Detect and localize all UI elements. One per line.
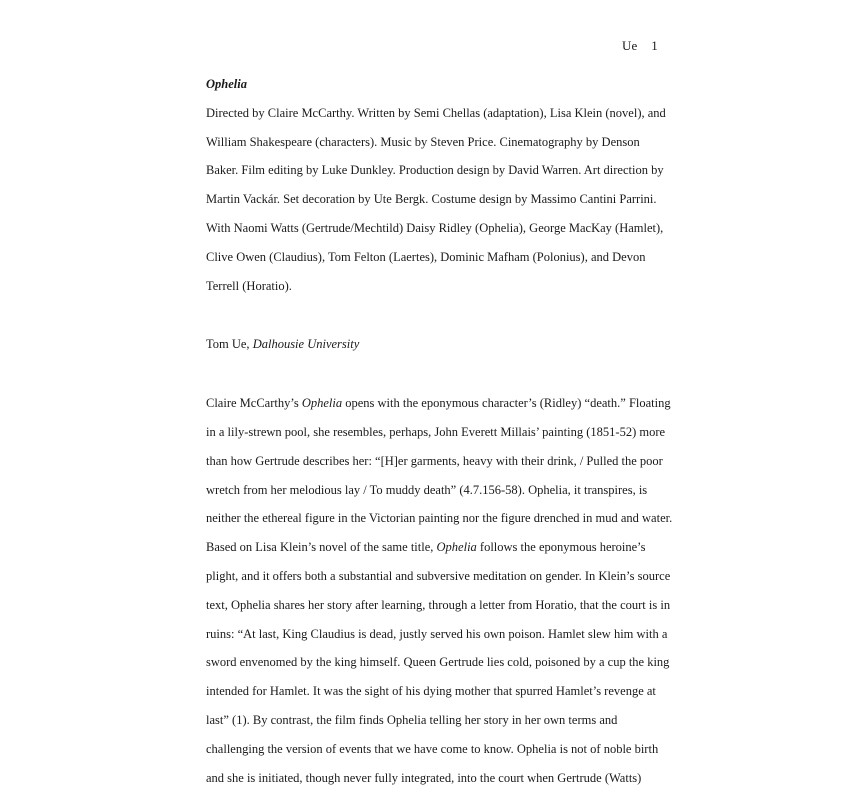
body-text-span: follows the eponymous heroine’s (476, 540, 646, 555)
body-text-span: Claire McCarthy’s (206, 396, 302, 411)
body-line: in a lily-strewn pool, she resembles, perhaps, John Everett Millais’ painting (1851-52) more (206, 424, 666, 439)
body-line: intended for Hamlet. It was the sight of his dying mother that spurred Hamlet’s revenge at (206, 684, 656, 699)
film-title-italic: Ophelia (436, 540, 477, 555)
document-content (206, 70, 673, 792)
body-line: than how Gertrude describes her: “[H]er garments, heavy with their drink, / Pulled the poor (206, 453, 663, 468)
author-name: Tom Ue, (206, 337, 253, 352)
running-head: Ue 1 (621, 38, 658, 53)
body-line: sword envenomed by the king himself. Queen Gertrude lies cold, poisoned by a cup the king (206, 655, 670, 670)
credits-line: Terrell (Horatio). (206, 278, 292, 293)
film-title-italic: Ophelia (301, 396, 343, 411)
body-line: plight, and it offers both a substantial and subversive meditation on gender. In Klein’s source (206, 568, 671, 583)
credits-line: Baker. Film editing by Luke Dunkley. Production design by David Warren. Art direction by (206, 163, 664, 178)
credits-line: William Shakespeare (characters). Music by Steven Price. Cinematography by Denson (206, 134, 640, 149)
credits-line: Directed by Claire McCarthy. Written by Semi Chellas (adaptation), Lisa Klein (novel), and (206, 105, 666, 120)
body-line: last” (1). By contrast, the film finds Ophelia telling her story in her own terms and (206, 712, 618, 727)
body-line: and she is initiated, though never fully integrated, into the court when Gertrude (Watts) (206, 770, 642, 785)
body-line: neither the ethereal figure in the Victorian painting nor the figure drenched in mud and water. (206, 511, 673, 526)
spacer (206, 300, 666, 330)
body-line: wretch from her melodious lay / To muddy death” (4.7.156-58). Ophelia, it transpires, is (206, 482, 648, 497)
credits-line: Clive Owen (Claudius), Tom Felton (Laertes), Dominic Mafham (Polonius), and Devon (206, 249, 646, 264)
author-byline (206, 330, 666, 359)
credits-block (206, 99, 666, 301)
credits-line: With Naomi Watts (Gertrude/Mechtild) Daisy Ridley (Ophelia), George MacKay (Hamlet), (206, 220, 664, 235)
body-line: ruins: “At last, King Claudius is dead, justly served his own poison. Hamlet slew him with a (206, 626, 668, 641)
body-line (206, 389, 671, 418)
body-text-span: Based on Lisa Klein’s novel of the same title, (206, 540, 437, 555)
review-title: Ophelia (206, 77, 247, 91)
credits-line: Martin Vackár. Set decoration by Ute Bergk. Costume design by Massimo Cantini Parrini. (206, 192, 657, 207)
body-line: challenging the version of events that we have come to know. Ophelia is not of noble birth (206, 741, 659, 756)
body-text (206, 389, 673, 792)
spacer (206, 359, 666, 389)
body-text-span: opens with the eponymous character’s (Ridley) “death.” Floating (342, 396, 671, 411)
author-affiliation: Dalhousie University (252, 337, 360, 352)
body-line (206, 533, 666, 562)
body-line: text, Ophelia shares her story after learning, through a letter from Horatio, that the court is in (206, 597, 671, 612)
